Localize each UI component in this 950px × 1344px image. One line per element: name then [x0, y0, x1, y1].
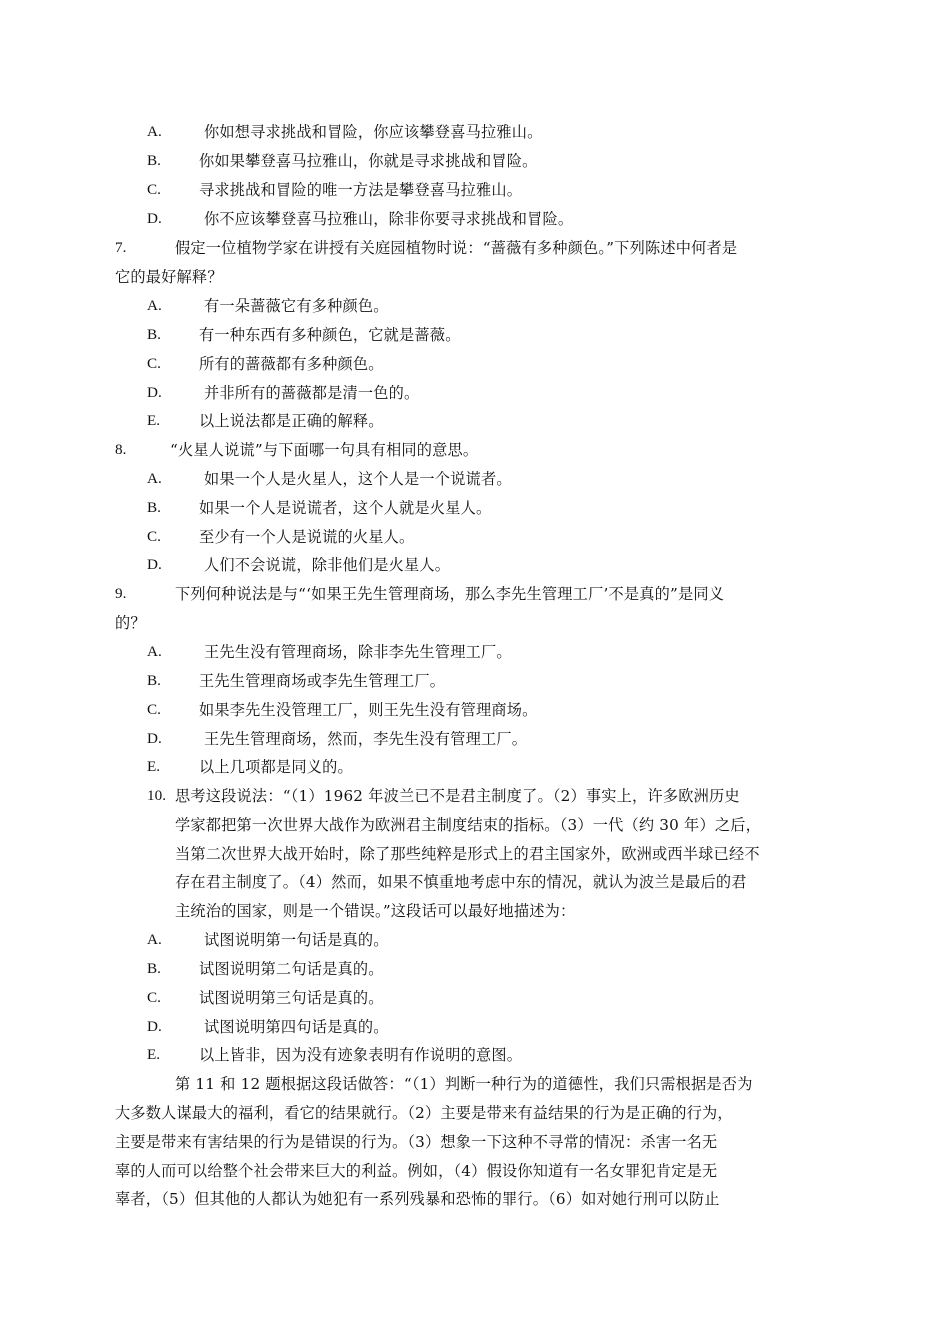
passage-line1: 第 11 和 12 题根据这段话做答：“（1）判断一种行为的道德性，我们只需根据是否为: [175, 1075, 753, 1093]
q9-stem-line1: 下列何种说法是与“‘如果王先生管理商场，那么李先生管理工厂’不是真的”是同义: [175, 585, 725, 603]
q8-option-c-letter: C.: [147, 528, 161, 545]
q6-option-d-letter: D.: [147, 210, 162, 227]
q9-option-b-text: 王先生管理商场或李先生管理工厂。: [199, 672, 446, 690]
passage-line3: 主要是带来有害结果的行为是错误的行为。（3）想象一下这种不寻常的情况：杀害一名无: [115, 1133, 718, 1151]
q9-option-d-text: 王先生管理商场，然而，李先生没有管理工厂。: [204, 730, 528, 748]
q7-option-e-text: 以上说法都是正确的解释。: [199, 412, 384, 430]
q10-option-a-text: 试图说明第一句话是真的。: [204, 931, 389, 949]
passage-line4: 辜的人而可以给整个社会带来巨大的利益。例如，（4）假设你知道有一名女罪犯肯定是无: [115, 1162, 718, 1180]
q9-option-a-letter: A.: [147, 643, 162, 660]
q7-stem-line2: 它的最好解释？: [115, 268, 223, 286]
q9-option-c-text: 如果李先生没管理工厂，则王先生没有管理商场。: [199, 701, 538, 719]
q10-stem-line3: 当第二次世界大战开始时，除了那些纯粹是形式上的君主国家外，欧洲或西半球已经不: [175, 845, 760, 863]
q7-number: 7.: [115, 239, 127, 256]
q7-stem-line1: 假定一位植物学家在讲授有关庭园植物时说：“蔷薇有多种颜色。”下列陈述中何者是: [175, 239, 738, 257]
q8-option-d-text: 人们不会说谎，除非他们是火星人。: [204, 556, 451, 574]
q8-stem-line1: “火星人说谎”与下面哪一句具有相同的意思。: [170, 441, 479, 459]
passage-line5: 辜者，（5）但其他的人都认为她犯有一系列残暴和恐怖的罪行。（6）如对她行刑可以防止: [115, 1190, 720, 1208]
q10-option-e-letter: E.: [147, 1046, 161, 1063]
q10-option-a-letter: A.: [147, 931, 162, 948]
q10-option-b-letter: B.: [147, 960, 161, 977]
q9-stem-line2: 的？: [115, 614, 146, 632]
q7-option-a-letter: A.: [147, 297, 162, 314]
q6-option-c-text: 寻求挑战和冒险的唯一方法是攀登喜马拉雅山。: [199, 181, 523, 199]
q9-option-e-letter: E.: [147, 758, 161, 775]
q9-option-a-text: 王先生没有管理商场，除非李先生管理工厂。: [204, 643, 512, 661]
q9-option-e-text: 以上几项都是同义的。: [199, 758, 353, 776]
q8-option-c-text: 至少有一个人是说谎的火星人。: [199, 528, 415, 546]
q7-option-e-letter: E.: [147, 412, 161, 429]
q8-option-b-letter: B.: [147, 499, 161, 516]
q7-option-c-letter: C.: [147, 355, 161, 372]
q7-option-b-text: 有一种东西有多种颜色，它就是蔷薇。: [199, 326, 461, 344]
q6-option-b-text: 你如果攀登喜马拉雅山，你就是寻求挑战和冒险。: [199, 152, 538, 170]
q8-option-a-text: 如果一个人是火星人，这个人是一个说谎者。: [204, 470, 512, 488]
q10-number: 10.: [147, 787, 166, 804]
q9-number: 9.: [115, 585, 127, 602]
q6-option-c-letter: C.: [147, 181, 161, 198]
q9-option-b-letter: B.: [147, 672, 161, 689]
q8-option-d-letter: D.: [147, 556, 162, 573]
passage-line2: 大多数人谋最大的福利，看它的结果就行。（2）主要是带来有益结果的行为是正确的行为，: [115, 1104, 733, 1122]
q7-option-a-text: 有一朵蔷薇它有多种颜色。: [204, 297, 389, 315]
q10-option-b-text: 试图说明第二句话是真的。: [199, 960, 384, 978]
q6-option-a-letter: A.: [147, 123, 162, 140]
q10-option-d-text: 试图说明第四句话是真的。: [204, 1018, 389, 1036]
q10-option-c-text: 试图说明第三句话是真的。: [199, 989, 384, 1007]
q10-option-e-text: 以上皆非，因为没有迹象表明有作说明的意图。: [199, 1046, 523, 1064]
q8-option-b-text: 如果一个人是说谎者，这个人就是火星人。: [199, 499, 492, 517]
q10-option-d-letter: D.: [147, 1018, 162, 1035]
q9-option-d-letter: D.: [147, 730, 162, 747]
q8-number: 8.: [115, 441, 127, 458]
q7-option-c-text: 所有的蔷薇都有多种颜色。: [199, 355, 384, 373]
q6-option-b-letter: B.: [147, 152, 161, 169]
q10-stem-line1: 思考这段说法：“（1）1962 年波兰已不是君主制度了。（2）事实上，许多欧洲历史: [175, 787, 740, 805]
q10-option-c-letter: C.: [147, 989, 161, 1006]
q10-stem-line5: 主统治的国家，则是一个错误。”这段话可以最好地描述为：: [175, 902, 576, 920]
q10-stem-line2: 学家都把第一次世界大战作为欧洲君主制度结束的指标。（3）一代（约 30 年）之后，: [175, 816, 761, 834]
q9-option-c-letter: C.: [147, 701, 161, 718]
q7-option-d-letter: D.: [147, 384, 162, 401]
q7-option-b-letter: B.: [147, 326, 161, 343]
q7-option-d-text: 并非所有的蔷薇都是清一色的。: [204, 384, 420, 402]
q8-option-a-letter: A.: [147, 470, 162, 487]
q6-option-d-text: 你不应该攀登喜马拉雅山，除非你要寻求挑战和冒险。: [204, 210, 574, 228]
q6-option-a-text: 你如想寻求挑战和冒险，你应该攀登喜马拉雅山。: [204, 123, 543, 141]
q10-stem-line4: 存在君主制度了。（4）然而，如果不慎重地考虑中东的情况，就认为波兰是最后的君: [175, 873, 747, 891]
